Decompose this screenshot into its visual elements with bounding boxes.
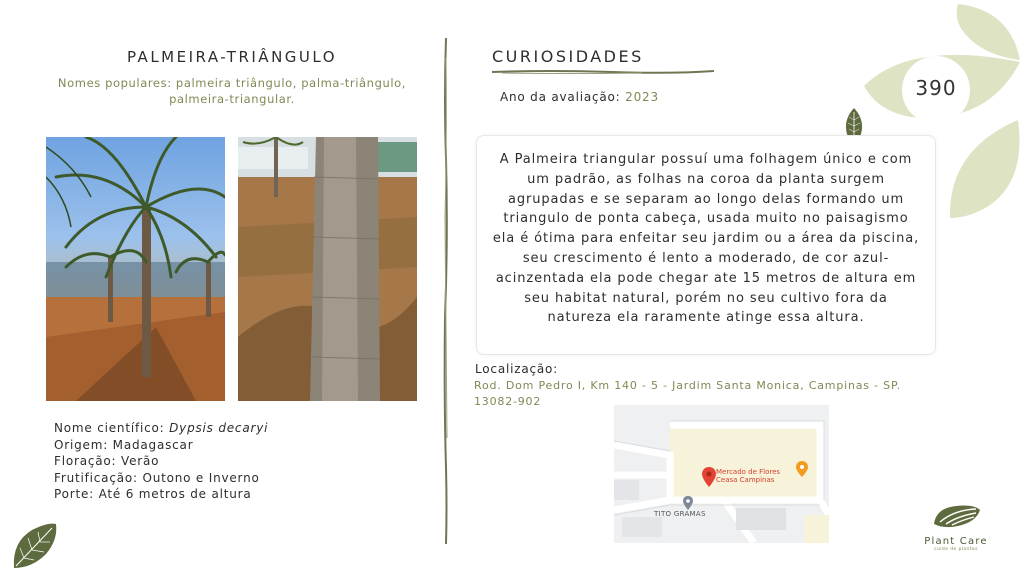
size: Porte: Até 6 metros de altura: [54, 487, 252, 501]
location-map[interactable]: [614, 405, 829, 543]
plant-title: PALMEIRA-TRIÂNGULO: [126, 48, 338, 66]
map-gray-pin-icon[interactable]: [683, 496, 693, 510]
corner-leaf-icon: [10, 522, 58, 570]
origin: Origem: Madagascar: [54, 437, 194, 452]
title-underline: [492, 68, 714, 76]
year-value: 2023: [625, 90, 659, 104]
plant-info-list: [54, 420, 268, 503]
curiosities-title: CURIOSIDADES: [492, 47, 644, 66]
map-place-label: [716, 468, 780, 484]
plant-care-logo: [920, 500, 992, 552]
flowering: Floração: Verão: [54, 454, 160, 468]
map-street-label: TITO GRAMAS: [654, 510, 706, 518]
logo-tagline: cuide de plantas: [934, 547, 978, 552]
map-place-line-1: Mercado de Flores: [716, 468, 781, 476]
scientific-name-value: Dypsis decaryi: [169, 421, 269, 435]
map-pin-icon[interactable]: [702, 467, 716, 487]
evaluation-year: [500, 90, 659, 104]
vertical-divider: [442, 38, 450, 544]
popular-names-line-2: palmeira-triangular.: [169, 92, 295, 106]
location-address: Rod. Dom Pedro I, Km 140 - 5 - Jardim Santa Monica, Campinas - SP. 13082-902: [474, 379, 901, 408]
popular-names: [36, 75, 428, 107]
map-food-pin-icon[interactable]: [796, 461, 808, 477]
description-box: A Palmeira triangular possuí uma folhagem único e com um padrão, as folhas na coroa da planta surgem agrupadas e se separam ao longo delas formando um triangulo de ponta cabeça, usada muito no paisagismo ela é ótima para enfeitar seu jardim ou a área da piscina, seu crescimento é lento a moderado, de cor azul-acinzentada ela pode chegar ate 15 metros de altura em seu habitat natural, porém no seu cultivo fora da natureza ela raramente atinge essa altura.: [476, 135, 936, 355]
palm-tree-photo: [46, 137, 225, 401]
location-label: Localização:: [475, 362, 559, 376]
popular-names-line-1: Nomes populares: palmeira triângulo, palma-triângulo,: [57, 76, 407, 90]
map-place-line-2: Ceasa Campinas: [716, 476, 775, 484]
logo-leaf-icon: [930, 500, 982, 530]
logo-name: Plant Care: [924, 536, 988, 547]
palm-trunk-photo: [238, 137, 417, 401]
year-label: Ano da avaliação:: [500, 90, 626, 104]
plant-number: 390: [915, 76, 957, 100]
fruiting: Frutificação: Outono e Inverno: [54, 470, 260, 485]
scientific-name-label: Nome científico:: [54, 421, 170, 435]
scientific-name: [54, 420, 268, 437]
